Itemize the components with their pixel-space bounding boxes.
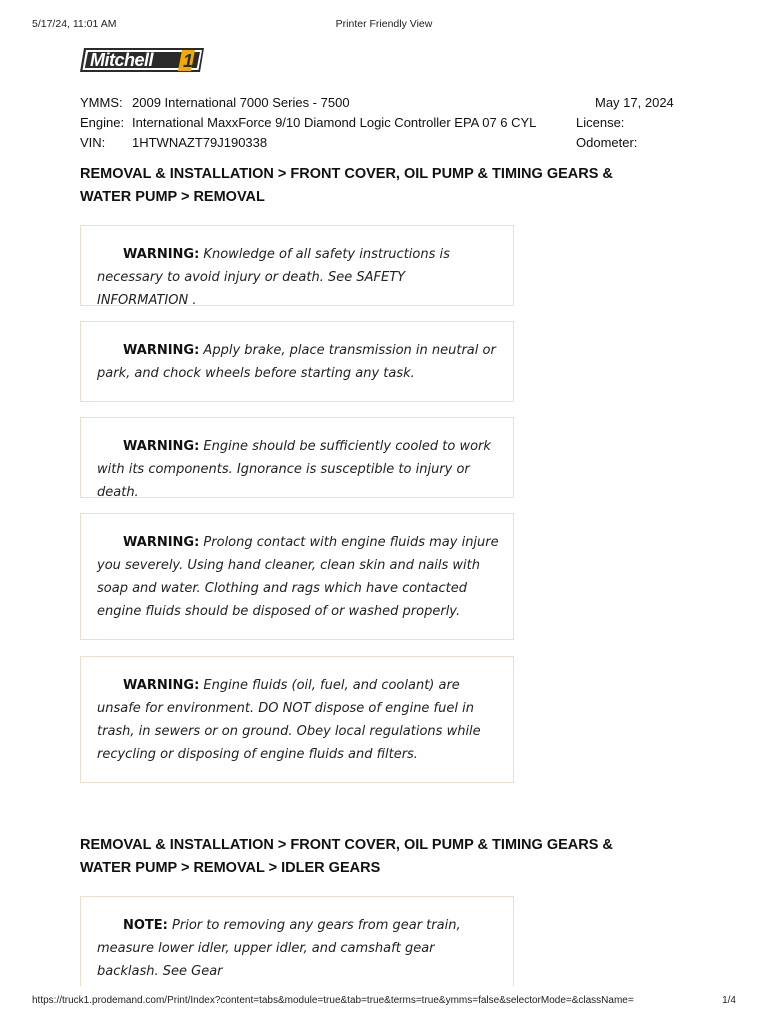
- warning-body: Apply brake, place transmission in neutral or park, and chock wheels before starting any task.: [97, 343, 496, 381]
- warning-box: [80, 513, 514, 640]
- engine-row: [80, 113, 680, 133]
- vehicle-info: [80, 93, 680, 153]
- warning-body: Knowledge of all safety instructions is necessary to avoid injury or death. See SAFETY INFORMATION .: [97, 247, 450, 308]
- print-header: [32, 18, 736, 32]
- section-title-idler-gears: REMOVAL & INSTALLATION > FRONT COVER, OIL PUMP & TIMING GEARS & WATER PUMP > REMOVAL > IDLER GEARS: [80, 837, 613, 876]
- warning-keyword: WARNING:: [123, 535, 200, 550]
- warning-box: [80, 417, 514, 498]
- warning-keyword: WARNING:: [123, 343, 200, 358]
- page-number: 1/4: [722, 995, 736, 1006]
- warning-text: [97, 531, 499, 623]
- warning-text: [97, 674, 499, 766]
- svg-text:1: 1: [183, 51, 194, 71]
- ymms-value: 2009 International 7000 Series - 7500: [132, 95, 350, 110]
- report-date: May 17, 2024: [595, 95, 674, 110]
- print-footer: [32, 995, 736, 1009]
- vin-value: 1HTWNAZT79J190338: [132, 135, 268, 150]
- mitchell1-logo: [80, 44, 206, 76]
- section-title-removal: REMOVAL & INSTALLATION > FRONT COVER, OIL PUMP & TIMING GEARS & WATER PUMP > REMOVAL: [80, 166, 613, 205]
- warning-text: [97, 339, 499, 385]
- note-body: Prior to removing any gears from gear train, measure lower idler, upper idler, and camshaft gear backlash. See Gear: [97, 918, 461, 979]
- note-text: [97, 914, 499, 983]
- odometer-label: Odometer:: [576, 135, 638, 150]
- warning-box: [80, 656, 514, 783]
- print-title: Printer Friendly View: [335, 18, 433, 30]
- print-datetime: 5/17/24, 11:01 AM: [32, 18, 117, 30]
- warning-body: Prolong contact with engine fluids may injure you severely. Using hand cleaner, clean skin and nails with soap and water. Clothing and rags which have contacted engine fluids should be disposed of or washed properly.: [97, 535, 499, 619]
- warning-keyword: WARNING:: [123, 678, 200, 693]
- engine-value: International MaxxForce 9/10 Diamond Logic Controller EPA 07 6 CYL: [132, 115, 537, 130]
- warning-text: [97, 243, 499, 312]
- warning-body: Engine fluids (oil, fuel, and coolant) are unsafe for environment. DO NOT dispose of engine fuel in trash, in sewers or on ground. Obey local regulations while recycling or disposing of engine fluids and filters.: [97, 678, 481, 762]
- warning-keyword: WARNING:: [123, 439, 200, 454]
- ymms-row: [80, 93, 680, 113]
- vin-label: VIN:: [80, 135, 106, 150]
- engine-label: Engine:: [80, 115, 125, 130]
- warning-body: Engine should be sufficiently cooled to work with its components. Ignorance is susceptible to injury or death.: [97, 439, 491, 500]
- warning-box: [80, 225, 514, 306]
- note-box: [80, 896, 514, 986]
- warning-box: [80, 321, 514, 402]
- page-url: https://truck1.prodemand.com/Print/Index?content=tabs&module=true&tab=true&terms=true&ymms=false&selectorMode=&className=: [32, 995, 634, 1006]
- vin-row: [80, 133, 680, 153]
- ymms-label: YMMS:: [80, 95, 123, 110]
- svg-text:Mitchell: Mitchell: [90, 50, 154, 70]
- license-label: License:: [576, 115, 625, 130]
- note-keyword: NOTE:: [123, 918, 168, 933]
- warning-keyword: WARNING:: [123, 247, 200, 262]
- mitchell1-logo-icon: [80, 44, 206, 76]
- warning-text: [97, 435, 499, 504]
